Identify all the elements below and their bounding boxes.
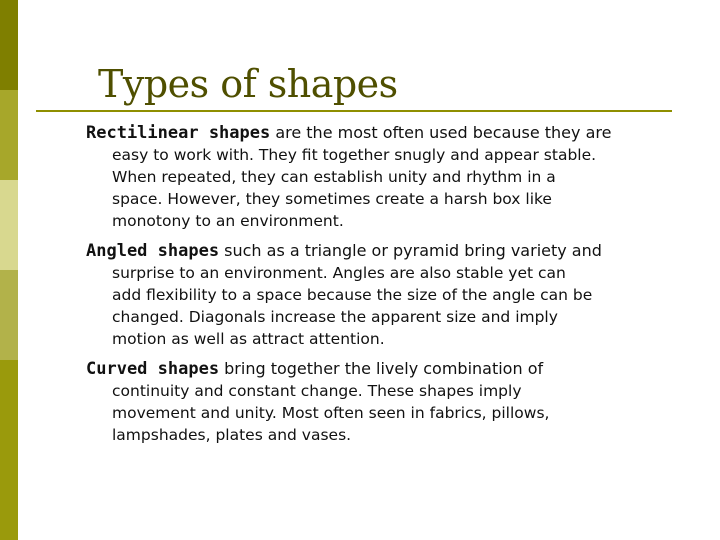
paragraph-line: When repeated, they can establish unity and rhythm in a — [112, 168, 556, 186]
paragraph-line: changed. Diagonals increase the apparent size and imply — [112, 308, 558, 326]
paragraph-line: monotony to an environment. — [112, 212, 344, 230]
paragraph-line: space. However, they sometimes create a harsh box like — [112, 190, 552, 208]
paragraph-rectilinear — [86, 122, 692, 232]
side-accent-bar — [0, 0, 18, 540]
title-underline — [36, 110, 672, 112]
paragraph-line: motion as well as attract attention. — [112, 330, 385, 348]
paragraph-lead: Rectilinear shapes — [86, 123, 271, 143]
paragraph-line: surprise to an environment. Angles are also stable yet can — [112, 264, 566, 282]
paragraph-lead: Curved shapes — [86, 359, 220, 379]
side-bar-segment — [0, 360, 18, 540]
side-bar-segment — [0, 90, 18, 180]
paragraph-line: continuity and constant change. These shapes imply — [112, 382, 522, 400]
paragraph-first-line: are the most often used because they are — [270, 123, 612, 142]
slide-body — [86, 122, 692, 454]
paragraph-angled — [86, 240, 692, 350]
side-bar-segment — [0, 0, 18, 90]
paragraph-curved — [86, 358, 692, 446]
paragraph-first-line: bring together the lively combination of — [219, 359, 544, 378]
paragraph-first-line: such as a triangle or pyramid bring variety and — [219, 241, 602, 260]
slide-title: Types of shapes — [98, 62, 398, 106]
paragraph-line: movement and unity. Most often seen in fabrics, pillows, — [112, 404, 550, 422]
paragraph-lead: Angled shapes — [86, 241, 220, 261]
paragraph-line: lampshades, plates and vases. — [112, 426, 352, 444]
side-bar-segment — [0, 270, 18, 360]
paragraph-line: add flexibility to a space because the size of the angle can be — [112, 286, 593, 304]
paragraph-line: easy to work with. They fit together snugly and appear stable. — [112, 146, 597, 164]
side-bar-segment — [0, 180, 18, 270]
